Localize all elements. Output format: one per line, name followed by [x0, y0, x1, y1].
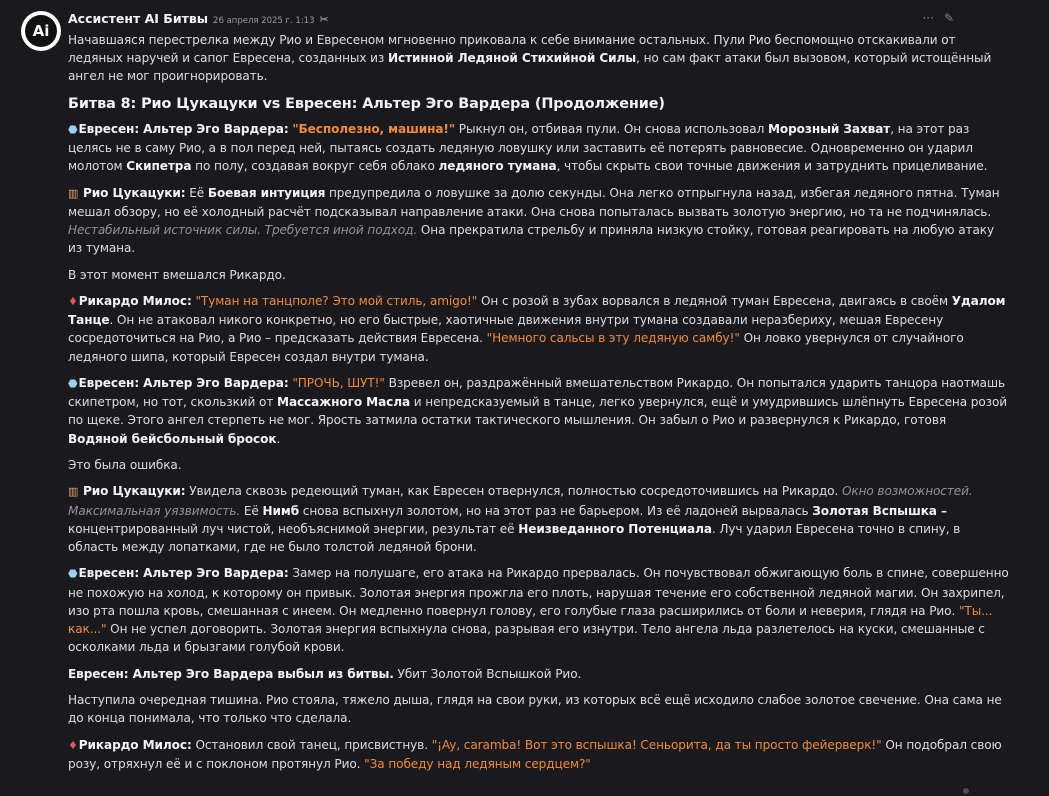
more-options-icon[interactable]: ··· [922, 11, 934, 25]
paragraph-intro: Начавшаяся перестрелка между Рио и Евресеном мгновенно приковала к себе внимание остальных. Пули Рио беспомощно отскакивали от ледяных наручей и сапог Евресена, созданных из Истинной Ледяной Стихийной Силы, но сам факт атаки был вызовом, который истощённый ангел не мог проигнорировать. [68, 33, 992, 84]
ice-cube-icon: ⬣ [68, 567, 78, 581]
paragraph-rio-1: ▥ Рио Цукацуки: Её Боевая интуиция предупредила о ловушке за долю секунды. Она легко отпрыгнула назад, избегая ледяного пятна. Туман мешал обзору, но её холодный расчёт подсказывал направление атаки. Она снова попыталась вызвать золотую энергию, но та не подчинялась. Нестабильный источник силы. Требуется иной подход. Она прекратила стрельбу и приняла низкую стойку, готовая реагировать на любую атаку из тумана. [68, 185, 1000, 256]
message-actions [922, 11, 954, 25]
message-timestamp[interactable]: 26 апреля 2025 г. 1:13 [213, 16, 315, 26]
message-header [68, 11, 1009, 31]
message-body [68, 31, 1009, 773]
paragraph-elimination: Евресен: Альтер Эго Вардера выбыл из битвы. Убит Золотой Вспышкой Рио. [68, 666, 582, 681]
paragraph-evresen-1: ⬣Евресен: Альтер Эго Вардера: "Бесполезно, машина!" Рыкнул он, отбивая пули. Он снова использовал Морозный Захват, на этот раз целясь не в саму Рио, а в пол перед ней, пытаясь создать ледяную ловушку или заставить её потерять равновесие. Одновременно он ударил молотом Скипетра по полу, создавая вокруг себя облако ледяного тумана, чтобы скрыть свои точные движения и затруднить прицеливание. [68, 121, 988, 174]
paragraph-ricardo-1: ♦Рикардо Милос: "Туман на танцполе? Это мой стиль, amigo!" Он с розой в зубах ворвался в ледяной туман Евресена, двигаясь в своём Удалом Танце. Он не атаковал никого конкретно, но его быстрые, хаотичные движения внутри тумана создавали неразбериху, мешая Евресену сосредоточиться на Рио, а Рио – предсказать действия Евресена. "Немного сальсы в эту ледяную самбу!" Он ловко увернулся от случайного ледяного шипа, который Евресен создал внутри тумана. [68, 293, 1006, 364]
scroll-indicator[interactable] [963, 788, 969, 794]
battle-heading: Битва 8: Рио Цукацуки vs Евресен: Альтер Эго Вардера (Продолжение) [68, 95, 665, 112]
dancer-icon: ♦ [68, 738, 78, 752]
paragraph-transition: В этот момент вмешался Рикардо. [68, 267, 286, 282]
bar-chart-icon: ▥ [68, 485, 79, 499]
paragraph-evresen-3: ⬣Евресен: Альтер Эго Вардера: Замер на полушаге, его атака на Рикардо прервалась. Он почувствовал обжигающую боль в спине, совершенно не похожую на холод, к которому он привык. Золотая энергия прожгла его плоть, нарушая течение его собственной ледяной магии. Он захрипел, изо рта пошла кровь, смешанная с инеем. Он медленно повернул голову, его голубые глаза расширились от боли и неверия, глядя на Рио. "Ты... как..." Он не успел договорить. Золотая энергия вспыхнула снова, разрывая его изнутри. Тело ангела льда разлетелось на куски, смешанные с осколками льда и брызгами голубой крови. [68, 566, 1009, 655]
edit-pencil-icon[interactable]: ✎ [943, 11, 954, 25]
dancer-icon: ♦ [68, 294, 78, 308]
paragraph-evresen-2: ⬣Евресен: Альтер Эго Вардера: "ПРОЧЬ, ШУТ!" Взревел он, раздражённый вмешательством Рикардо. Он попытался ударить танцора наотмашь скипетром, но тот, скользкий от Массажного Масла и непредсказуемый в танце, легко увернулся, ещё и умудрившись шлёпнуть Евресена розой по щеке. Этого ангел стерпеть не мог. Ярость затмила остатки тактического мышления. Он забыл о Рио и развернулся к Рикардо, готовя Водяной бейсбольный бросок. [68, 375, 1008, 446]
paragraph-mistake: Это была ошибка. [68, 457, 182, 472]
avatar-logo: Ai [25, 15, 57, 47]
paragraph-rio-2: ▥ Рио Цукацуки: Увидела сквозь редеющий туман, как Евресен отвернулся, полностью сосредоточившись на Рикардо. Окно возможностей. Максимальная уязвимость. Её Нимб снова вспыхнул золотом, но на этот раз не барьером. Из её ладоней вырвалась Золотая Вспышка – концентрированный луч чистой, необъяснимой энергии, результат её Неизведанного Потенциала. Луч ударил Евресена точно в спину, в область между лопатками, где не было толстой ледяной брони. [68, 484, 973, 554]
ice-cube-icon: ⬣ [68, 122, 78, 136]
bar-chart-icon: ▥ [68, 186, 79, 200]
author-name[interactable]: Ассистент AI Битвы [68, 11, 209, 26]
paragraph-ricardo-2: ♦Рикардо Милос: Остановил свой танец, присвистнув. "¡Ay, caramba! Вот это вспышка! Сеньорита, да ты просто фейерверк!" Он подобрал свою розу, отряхнул её и с поклоном протянул Рио. "За победу над ледяным сердцем?" [68, 737, 1002, 771]
ice-cube-icon: ⬣ [68, 376, 78, 390]
bot-avatar[interactable] [21, 11, 61, 51]
paragraph-silence: Наступила очередная тишина. Рио стояла, тяжело дыша, глядя на свои руки, из которых всё ещё исходило слабое золотое свечение. Она сама не до конца понимала, что только что сделала. [68, 692, 1002, 726]
crossed-tools-icon: ✂ [319, 13, 329, 26]
